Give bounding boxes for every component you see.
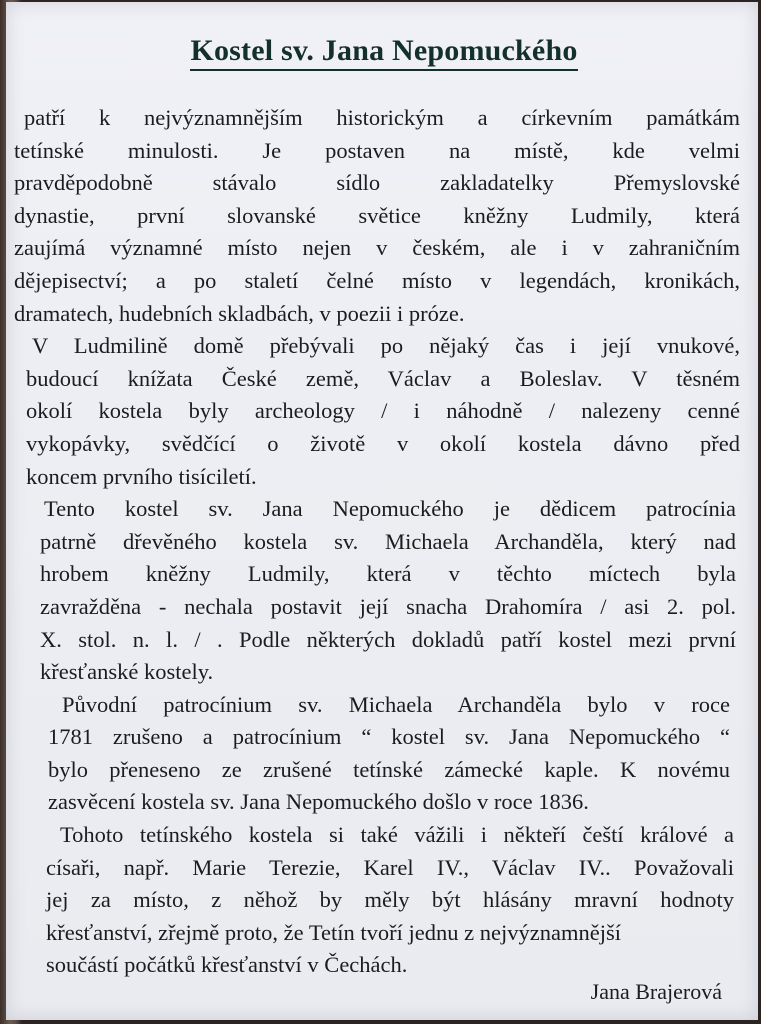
text-line: vykopávky, svědčící o životě v okolí kostela dávno před xyxy=(26,430,740,456)
text-line: okolí kostela byly archeology / i náhodně / nalezeny cenné xyxy=(26,398,740,424)
text-line: zavražděna - nechala postavit její snacha Drahomíra / asi 2. pol. xyxy=(40,593,736,619)
text-line: V Ludmilině domě přebývali po nějaký čas i její vnukové, xyxy=(32,333,740,359)
text-line: křesťanské kostely. xyxy=(40,659,214,685)
page-title xyxy=(6,34,758,71)
text-line: patrně dřevěného kostela sv. Michaela Archanděla, který nad xyxy=(40,528,736,554)
text-line: tetínské minulosti. Je postaven na místě, kde velmi xyxy=(14,137,740,163)
text-line: koncem prvního tisíciletí. xyxy=(26,463,257,489)
paragraph-3 xyxy=(10,493,750,689)
paragraph-2 xyxy=(10,330,750,493)
text-line: dynastie, první slovanské světice kněžny Ludmily, která xyxy=(14,202,740,228)
text-line: zasvěcení kostela sv. Jana Nepomuckého došlo v roce 1836. xyxy=(48,789,589,815)
info-panel xyxy=(6,2,758,1020)
text-line: Tohoto tetínského kostela si také vážili i někteří čeští králové a xyxy=(60,822,734,848)
title-text: Kostel sv. Jana Nepomuckého xyxy=(190,34,577,71)
text-line: pravděpodobně stávalo sídlo zakladatelky Přemyslovské xyxy=(14,170,740,196)
text-line: křesťanství, zřejmě proto, že Tetín tvoří jednu z nejvýznamnější xyxy=(46,919,621,945)
author-signature: Jana Brajerová xyxy=(590,979,722,1004)
text-line: zaujímá významné místo nejen v českém, ale i v zahraničním xyxy=(14,235,740,261)
text-line: 1781 zrušeno a patrocínium “ kostel sv. Jana Nepomuckého “ xyxy=(48,724,730,750)
text-line: Původní patrocínium sv. Michaela Archanděla bylo v roce xyxy=(62,691,730,717)
body-text xyxy=(10,102,750,982)
text-line: hrobem kněžny Ludmily, která v těchto míctech byla xyxy=(40,561,736,587)
text-line: Tento kostel sv. Jana Nepomuckého je dědicem patrocínia xyxy=(44,496,736,522)
text-line: budoucí knížata České země, Václav a Boleslav. V těsném xyxy=(26,365,740,391)
text-line: císaři, např. Marie Terezie, Karel IV., Václav IV.. Považovali xyxy=(46,854,734,880)
text-line: dějepisectví; a po staletí čelné místo v legendách, kronikách, xyxy=(14,267,740,293)
text-line: bylo přeneseno ze zrušené tetínské zámecké kaple. K novému xyxy=(48,756,730,782)
text-line: patří k nejvýznamnějším historickým a církevním památkám xyxy=(24,105,740,130)
paragraph-1 xyxy=(10,102,750,330)
text-line: X. stol. n. l. / . Podle některých dokladů patří kostel mezi první xyxy=(40,626,736,652)
paragraph-5 xyxy=(10,819,750,982)
text-line: součástí počátků křesťanství v Čechách. xyxy=(46,952,408,978)
text-line: dramatech, hudebních skladbách, v poezii i próze. xyxy=(14,300,465,326)
text-line: jej za místo, z něhož by měly být hlásány mravní hodnoty xyxy=(46,887,734,913)
paragraph-4 xyxy=(10,689,750,819)
